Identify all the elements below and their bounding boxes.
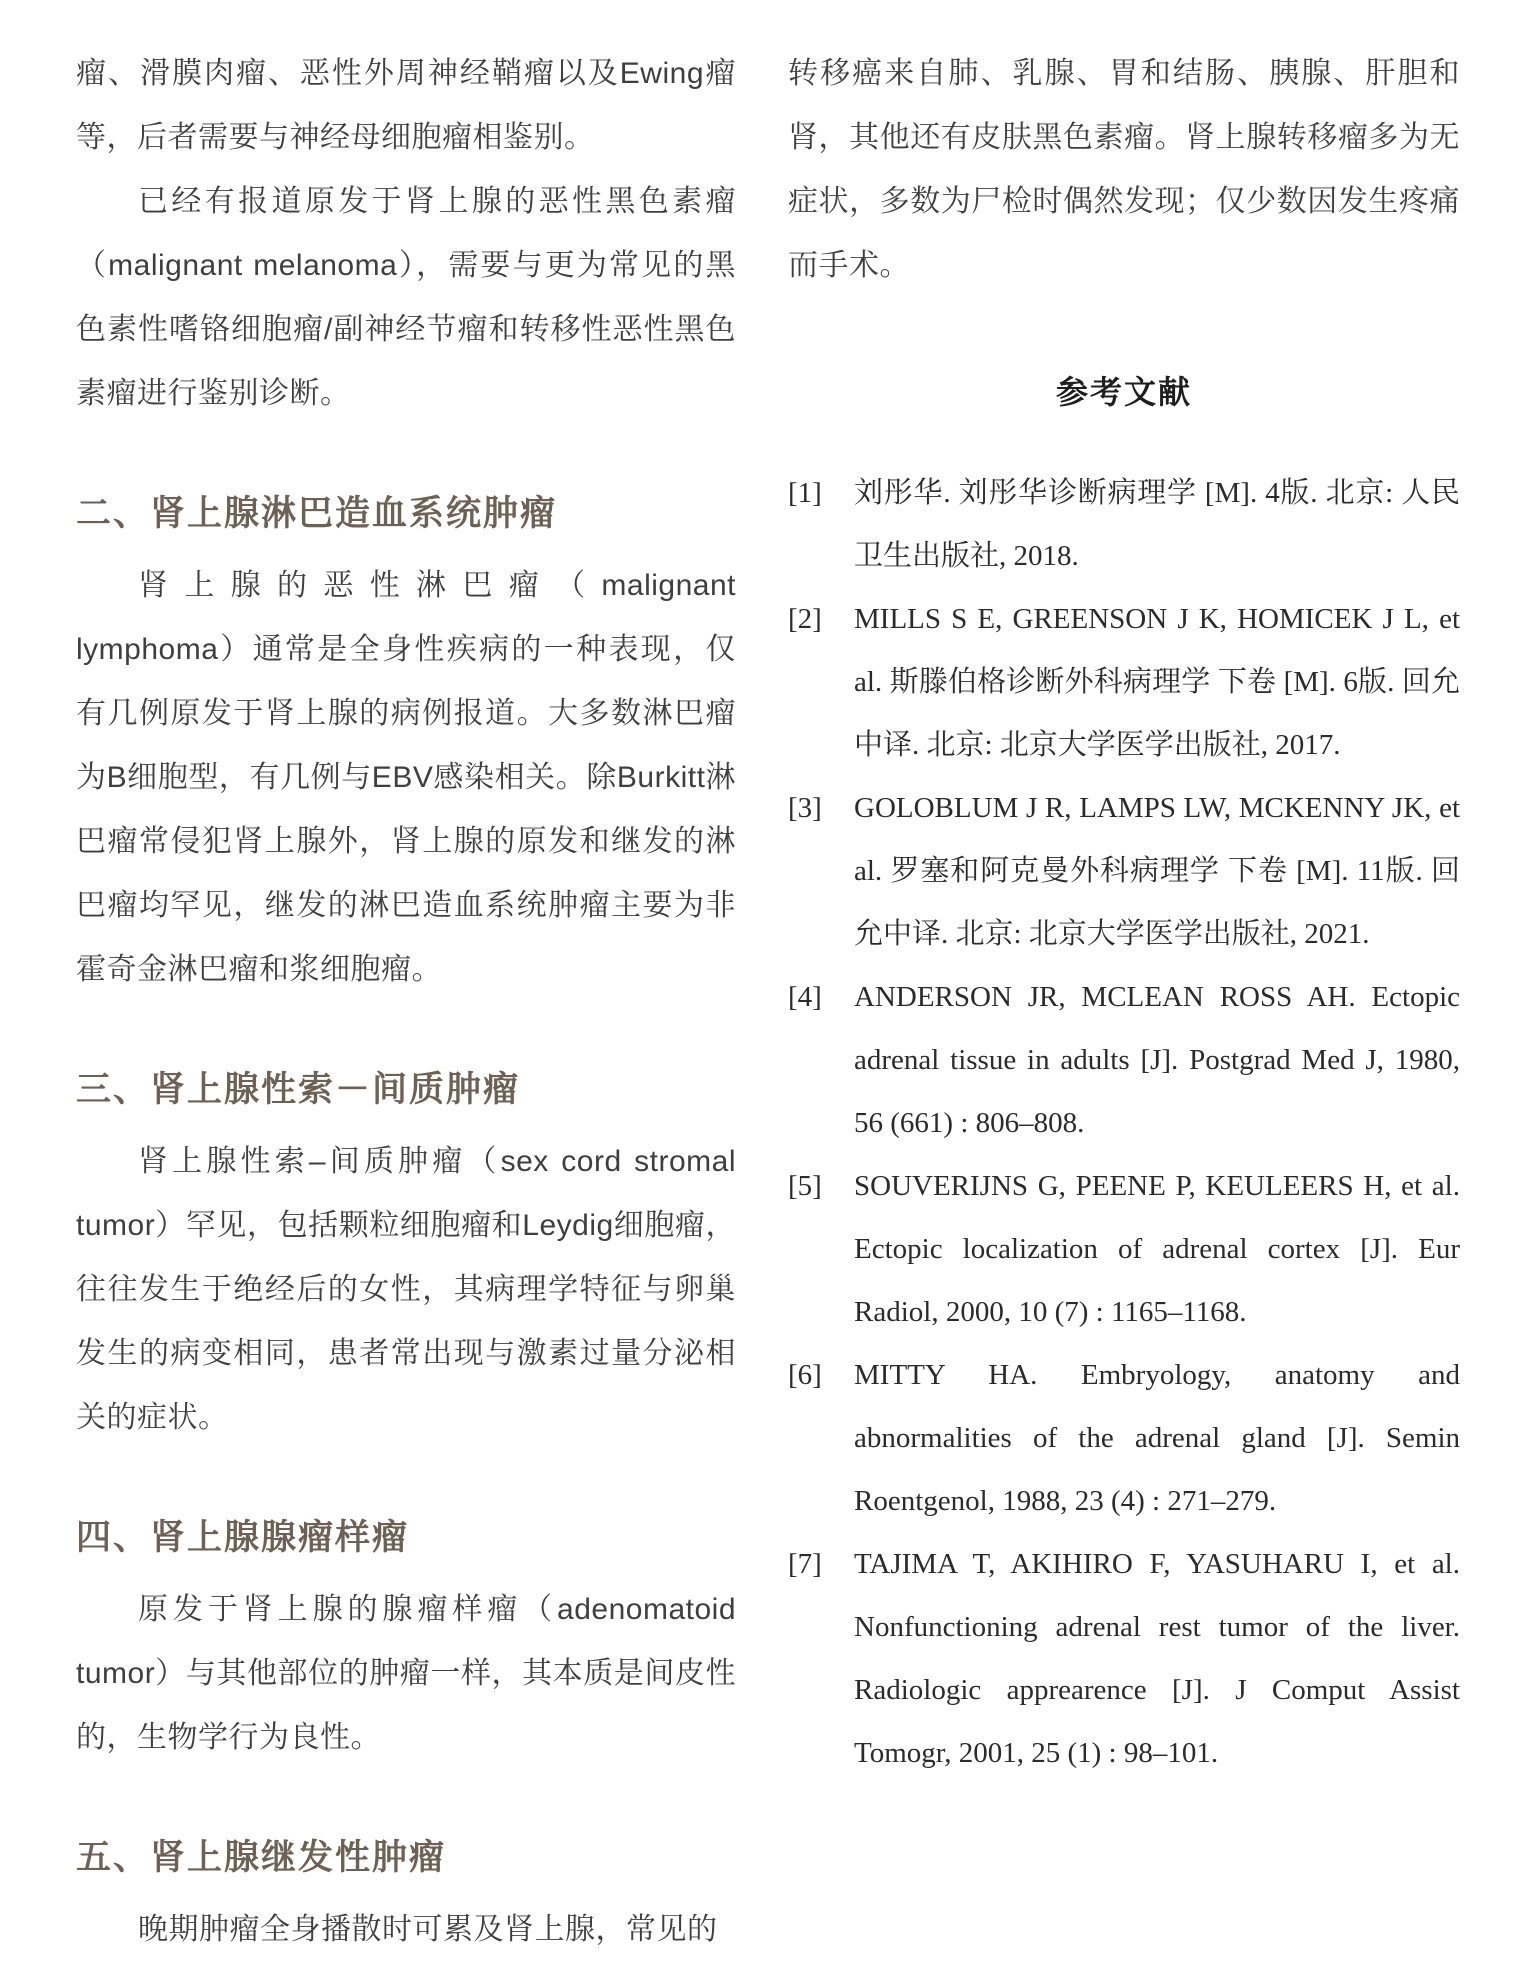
references-list: [788, 462, 1460, 1785]
reference-text-7: TAJIMA T, AKIHIRO F, YASUHARU I, et al. Nonfunctioning adrenal rest tumor of the liver. Radiologic apprearence [J]. J Comput Assist Tomogr, 2001, 25 (1) : 98–101.: [854, 1548, 1460, 1769]
reference-item-5: [788, 1155, 1460, 1344]
references-title: 参考文献: [1055, 374, 1192, 410]
paragraph-lymphoma: 肾上腺的恶性淋巴瘤（malignant lymphoma）通常是全身性疾病的一种表现，仅有几例原发于肾上腺的病例报道。大多数淋巴瘤为B细胞型，有几例与EBV感染相关。除Burkitt淋巴瘤常侵犯肾上腺外，肾上腺的原发和继发的淋巴瘤均罕见，继发的淋巴造血系统肿瘤主要为非霍奇金淋巴瘤和浆细胞瘤。: [76, 569, 736, 986]
paragraph-metastatic-continuation: 转移癌来自肺、乳腺、胃和结肠、胰腺、肝胆和肾，其他还有皮肤黑色素瘤。肾上腺转移瘤多为无症状，多数为尸检时偶然发现；仅少数因发生疼痛而手术。: [788, 57, 1460, 282]
paragraph-adenomatoid: 原发于肾上腺的腺瘤样瘤（adenomatoid tumor）与其他部位的肿瘤一样，其本质是间皮性的，生物学行为良性。: [76, 1593, 736, 1754]
reference-number-3: [3]: [788, 792, 822, 824]
section-heading-secondary-tumors: 五、肾上腺继发性肿瘤: [76, 1838, 447, 1877]
section-heading-sex-cord-stromal: 三、肾上腺性索－间质肿瘤: [76, 1070, 521, 1109]
reference-text-2: MILLS S E, GREENSON J K, HOMICEK J L, et al. 斯滕伯格诊断外科病理学 下卷 [M]. 6版. 回允中译. 北京: 北京大学医学出版社, 2017.: [854, 603, 1460, 761]
paragraph-sex-cord-stromal: 肾上腺性索–间质肿瘤（sex cord stromal tumor）罕见，包括颗粒细胞瘤和Leydig细胞瘤，往往发生于绝经后的女性，其病理学特征与卵巢发生的病变相同，患者常出现与激素过量分泌相关的症状。: [76, 1145, 736, 1434]
section-heading-adenomatoid: 四、肾上腺腺瘤样瘤: [76, 1518, 410, 1557]
reference-number-1: [1]: [788, 477, 822, 509]
reference-text-1: 刘彤华. 刘彤华诊断病理学 [M]. 4版. 北京: 人民卫生出版社, 2018.: [854, 477, 1460, 572]
reference-item-2: [788, 588, 1460, 777]
reference-text-5: SOUVERIJNS G, PEENE P, KEULEERS H, et al. Ectopic localization of adrenal cortex [J]. Eur Radiol, 2000, 10 (7) : 1165–1168.: [854, 1170, 1460, 1328]
reference-number-2: [2]: [788, 603, 822, 635]
reference-text-3: GOLOBLUM J R, LAMPS LW, MCKENNY JK, et al. 罗塞和阿克曼外科病理学 下卷 [M]. 11版. 回允中译. 北京: 北京大学医学出版社, 2021.: [854, 792, 1460, 950]
reference-text-4: ANDERSON JR, MCLEAN ROSS AH. Ectopic adrenal tissue in adults [J]. Postgrad Med J, 1980, 56 (661) : 806–808.: [854, 981, 1460, 1139]
reference-item-7: [788, 1533, 1460, 1785]
reference-number-7: [7]: [788, 1548, 822, 1580]
left-column: [76, 42, 736, 1962]
reference-item-4: [788, 966, 1460, 1155]
section-heading-lymphohematopoietic: 二、肾上腺淋巴造血系统肿瘤: [76, 494, 558, 533]
reference-number-5: [5]: [788, 1170, 822, 1202]
reference-item-3: [788, 777, 1460, 966]
reference-item-1: [788, 462, 1460, 588]
paragraph-secondary-tumors: 晚期肿瘤全身播散时可累及肾上腺，常见的: [138, 1913, 718, 1946]
paragraph-malignant-melanoma: 已经有报道原发于肾上腺的恶性黑色素瘤（malignant melanoma），需要与更为常见的黑色素性嗜铬细胞瘤/副神经节瘤和转移性恶性黑色素瘤进行鉴别诊断。: [76, 185, 736, 410]
reference-number-6: [6]: [788, 1359, 822, 1391]
paragraph-sarcoma-continuation: 瘤、滑膜肉瘤、恶性外周神经鞘瘤以及Ewing瘤等，后者需要与神经母细胞瘤相鉴别。: [76, 57, 736, 154]
two-column-layout: [76, 42, 1460, 1962]
right-column: [788, 42, 1460, 1785]
reference-item-6: [788, 1344, 1460, 1533]
reference-text-6: MITTY HA. Embryology, anatomy and abnormalities of the adrenal gland [J]. Semin Roentgenol, 1988, 23 (4) : 271–279.: [854, 1359, 1460, 1517]
reference-number-4: [4]: [788, 981, 822, 1013]
